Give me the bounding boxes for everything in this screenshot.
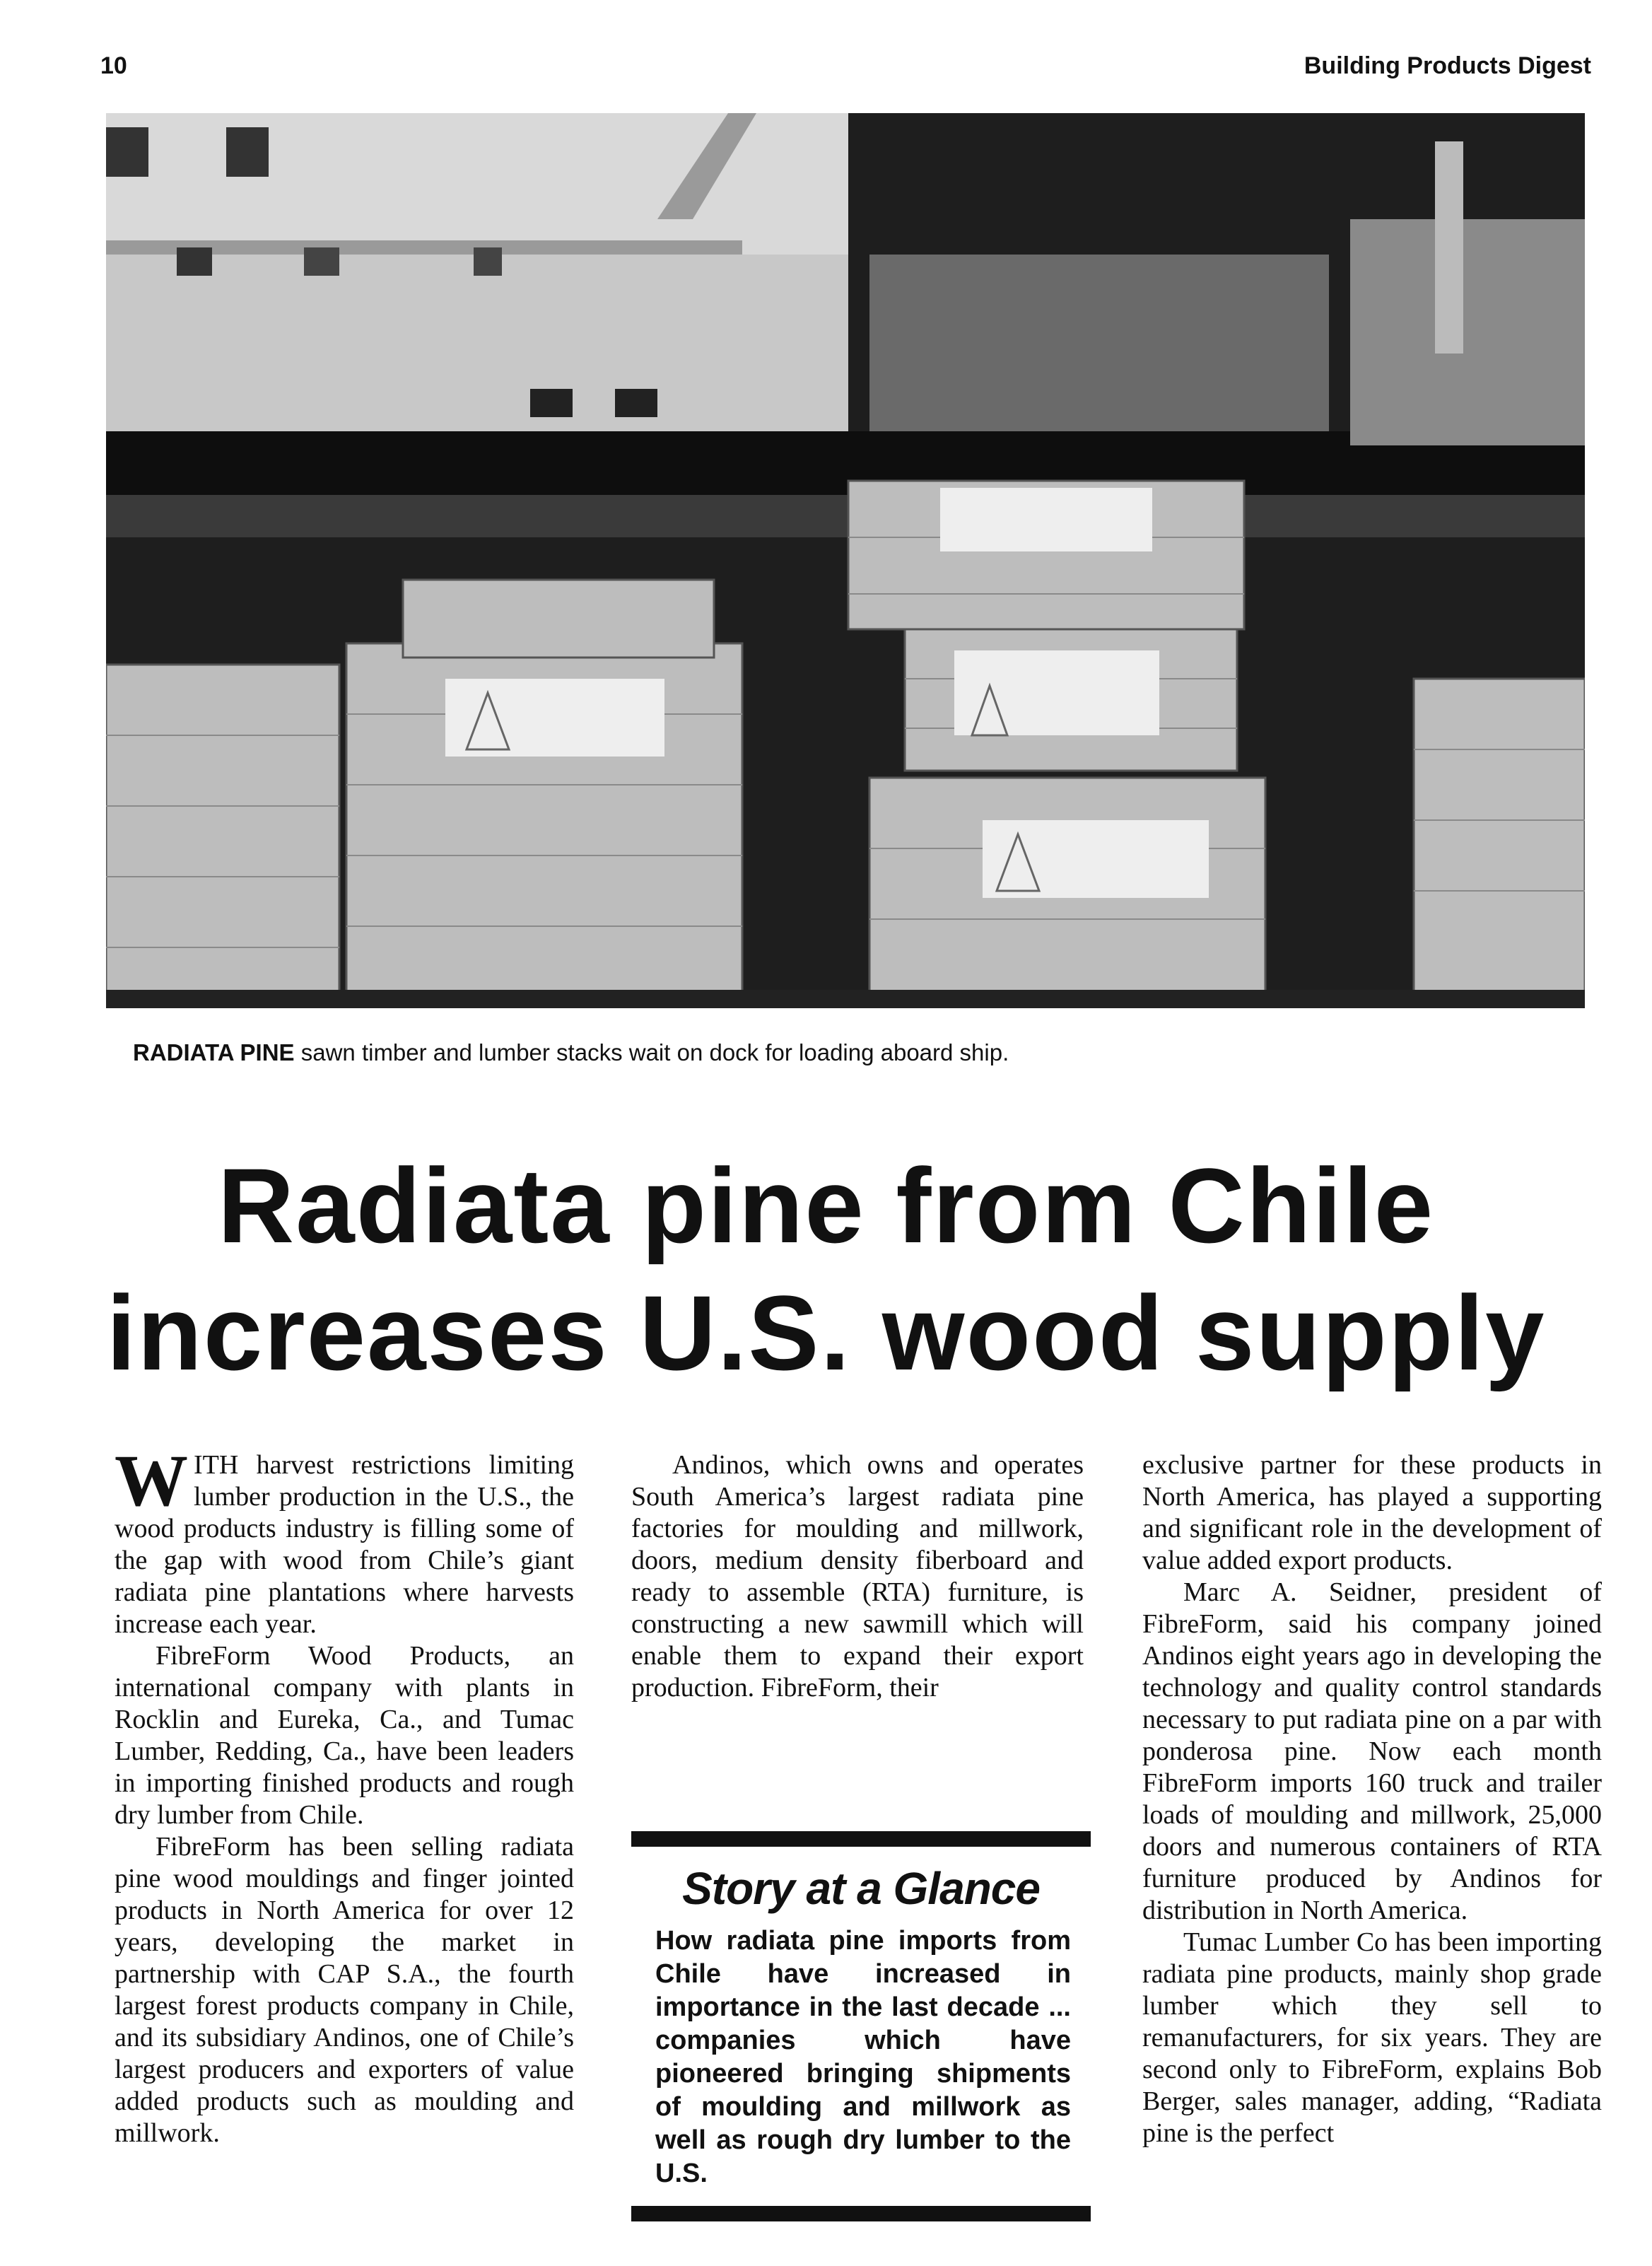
paragraph-text: ITH harvest restrictions limiting lumber production in the U.S., the wood products industry is filling some of the gap with wood from Chile’s giant radiata pine plantations where harvests increase each year. (115, 1450, 574, 1639)
article-column-2 (631, 1449, 1084, 1704)
caption-text: sawn timber and lumber stacks wait on dock for loading aboard ship. (300, 1039, 1009, 1065)
paragraph (115, 1440, 574, 1640)
photo-caption (133, 1039, 1009, 1066)
page-number: 10 (100, 52, 127, 79)
drop-cap: W (115, 1440, 188, 1522)
paragraph: Marc A. Seidner, president of FibreForm, said his company joined Andinos eight years ago in developing the technology and quality control standards necessary to put radiata pine on a par with ponderosa pine. Now each month FibreForm imports 160 truck and trailer loads of moulding and millwork, 25,000 doors and numerous containers of RTA furniture produced by Andinos for distribution in North America. (1142, 1577, 1602, 1925)
dock-photo (106, 113, 1585, 1008)
paragraph: Tumac Lumber Co has been importing radiata pine products, mainly shop grade lumber which they sell to remanufacturers, for six years. They are second only to FibreForm, explains Bob Berger, sales manager, adding, “Radiata pine is the perfect (1142, 1927, 1602, 2148)
glance-summary: How radiata pine imports from Chile have increased in importance in the last decade ... companies which have pioneered bringing shipments of moulding and millwork as well as rough dry lumber to the U.S. (655, 1926, 1071, 2188)
article-headline (0, 1142, 1652, 1396)
story-at-a-glance-box (631, 1831, 1091, 2221)
headline-line-2: increases U.S. wood supply (106, 1273, 1546, 1392)
paragraph: FibreForm has been selling radiata pine wood mouldings and finger jointed products in North America for over 12 years, developing the market in partnership with CAP S.A., the fourth largest forest products company in Chile, and its subsidiary Andinos, one of Chile’s largest producers and exporters of value added products such as moulding and millwork. (115, 1832, 574, 2148)
paragraph: Andinos, which owns and operates South America’s largest radiata pine factories for moulding and millwork, doors, medium density fiberboard and ready to assemble (RTA) furniture, is constructing a new sawmill which will enable them to expand their export production. FibreForm, their (631, 1450, 1084, 1703)
article-column-1 (115, 1440, 574, 2149)
divider (631, 2206, 1091, 2221)
paragraph: exclusive partner for these products in North America, has played a supporting and significant role in the development of value added export products. (1142, 1450, 1602, 1575)
headline-line-1: Radiata pine from Chile (217, 1146, 1435, 1265)
paragraph: FibreForm Wood Products, an international company with plants in Rocklin and Eureka, Ca., and Tumac Lumber, Redding, Ca., have been leaders in importing finished products and rough dry lumber from Chile. (115, 1641, 574, 1830)
glance-title: Story at a Glance (682, 1863, 1040, 1914)
lumber-stacks-image (106, 113, 1585, 1008)
divider (631, 1831, 1091, 1847)
publication-title: Building Products Digest (1304, 52, 1591, 79)
caption-lead: RADIATA PINE (133, 1039, 295, 1065)
article-column-3 (1142, 1449, 1602, 2149)
